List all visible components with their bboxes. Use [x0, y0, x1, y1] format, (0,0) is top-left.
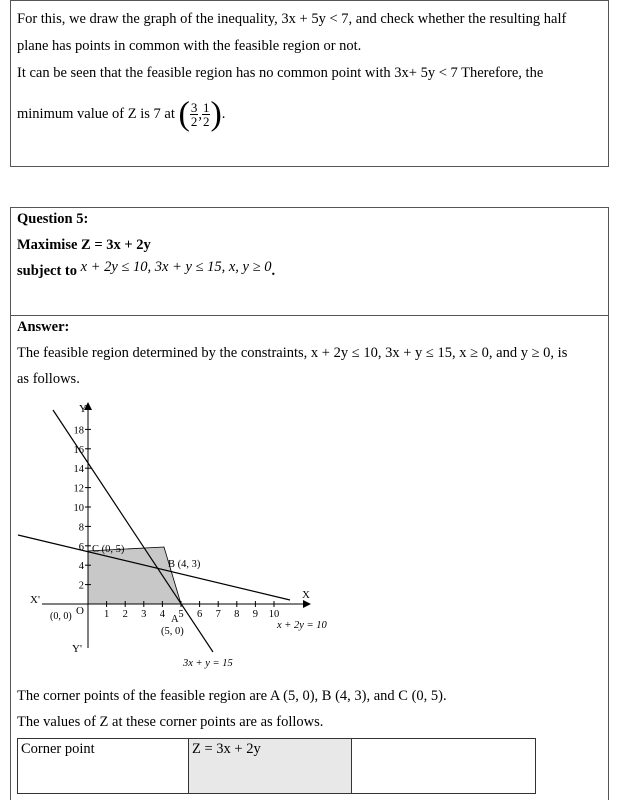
subject-to-label: subject to [17, 263, 78, 279]
x-axis-label: X [302, 589, 310, 601]
line-label-1: x + 2y = 10 [277, 620, 327, 631]
fraction: $\frac{3}{2}$ [190, 100, 198, 130]
values-text: The values of Z at these corner points are as follows. [17, 714, 324, 730]
answer-para-line: as follows. [17, 371, 80, 387]
x-tick-label: 9 [252, 609, 259, 620]
min-value-line [17, 92, 225, 136]
constraints: x + 2y ≤ 10, 3x + y ≤ 15, x, y ≥ 0 [80, 259, 272, 275]
x-prime-label: X' [30, 594, 40, 606]
x-tick-label: 10 [268, 609, 280, 620]
y-tick-label: 2 [78, 580, 84, 592]
close-paren: ) [210, 95, 222, 133]
x-tick-label: 2 [122, 609, 128, 620]
y-tick-label: 8 [78, 522, 84, 534]
text-line: It can be seen that the feasible region has no common point with 3x+ 5y < 7 Therefore, the [17, 65, 544, 81]
point-a-label: A [171, 614, 179, 625]
table-header-cell: Z = 3x + 2y [189, 739, 352, 794]
table-row [18, 739, 536, 794]
y-tick-label: 14 [73, 464, 84, 476]
y-prime-label: Y' [72, 643, 82, 655]
answer-heading: Answer: [17, 319, 70, 335]
y-tick-label: 16 [73, 444, 84, 456]
y-tick-label: 10 [73, 503, 84, 514]
x-tick-label: 5 [178, 609, 184, 620]
origin-label: O [76, 605, 84, 617]
y-tick-label: 6 [78, 541, 84, 553]
x-tick-label: 4 [159, 609, 166, 620]
y-tick-label: 4 [78, 561, 84, 573]
feasible-region-graph [0, 395, 360, 680]
question-constraints-line [17, 259, 276, 280]
table-header-cell: Corner point [18, 739, 189, 794]
y-tick-label: 12 [73, 483, 84, 495]
table-header-cell [352, 739, 536, 794]
line-label-2: 3x + y = 15 [183, 658, 233, 669]
fraction: $\frac{1}{2}$ [202, 100, 210, 130]
x-tick-label: 3 [141, 609, 147, 620]
x-tick-label: 6 [196, 609, 203, 620]
point-b-label: B (4, 3) [168, 559, 201, 570]
text-line: For this, we draw the graph of the inequality, 3x + 5y < 7, and check whether the resulting half [17, 11, 567, 27]
question-objective: Maximise Z = 3x + 2y [17, 237, 151, 253]
origin-point-label: (0, 0) [50, 611, 72, 622]
y-axis-label: Y [79, 403, 87, 415]
text-line: minimum value of Z is 7 at [17, 106, 175, 122]
open-paren: ( [178, 95, 190, 133]
x-tick-label: 8 [234, 609, 240, 620]
comma: , [198, 106, 202, 123]
corner-point-table [17, 738, 536, 794]
point-a-coords: (5, 0) [161, 626, 184, 637]
text-line: plane has points in common with the feasible region or not. [17, 38, 362, 54]
question-heading: Question 5: [17, 211, 89, 227]
corner-points-text: The corner points of the feasible region are A (5, 0), B (4, 3), and C (0, 5). [17, 688, 447, 704]
x-arrow-icon [303, 600, 311, 608]
point-c-label: C (0, 5) [92, 544, 125, 555]
answer-para-line: The feasible region determined by the constraints, x + 2y ≤ 10, 3x + y ≤ 15, x ≥ 0, and y ≥ 0, is [17, 345, 568, 361]
period: . [271, 263, 276, 279]
y-tick-label: 18 [73, 425, 84, 437]
x-tick-label: 1 [103, 609, 110, 620]
x-tick-label: 7 [215, 609, 221, 620]
period: . [221, 106, 226, 122]
